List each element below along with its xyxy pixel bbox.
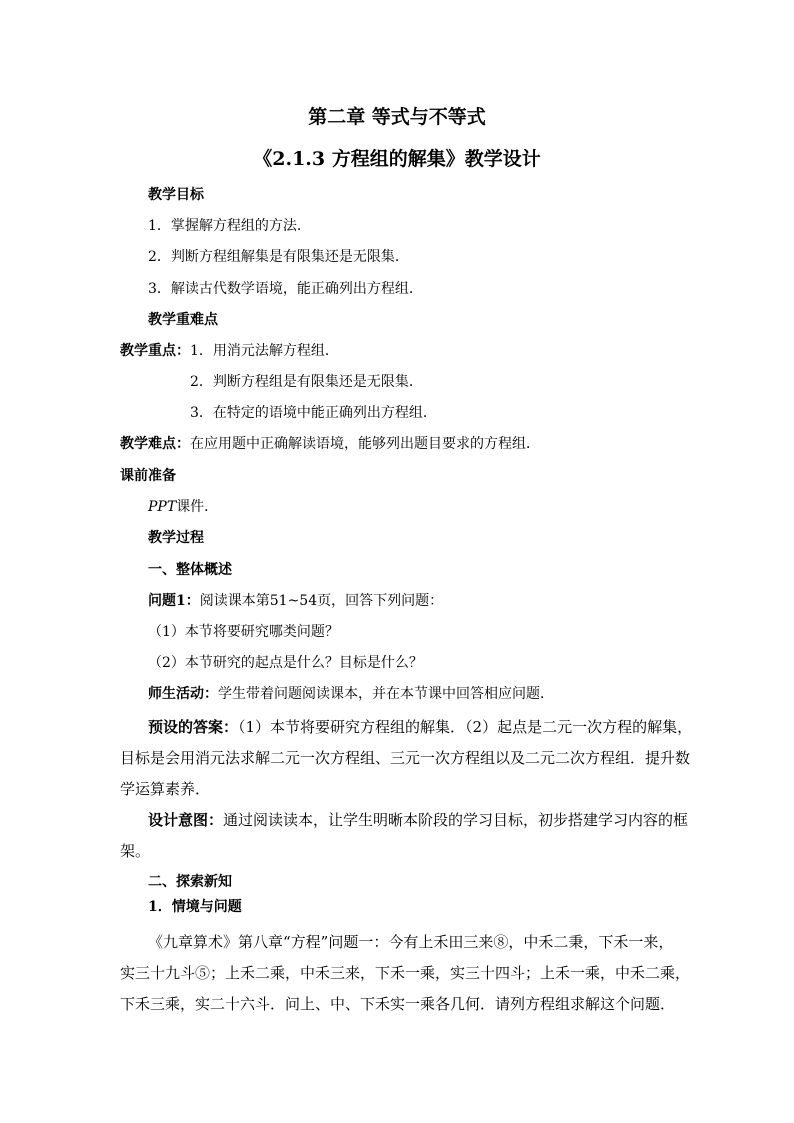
intent-row-1: [148, 809, 688, 831]
activity-row: [148, 684, 554, 704]
problem-line-3: 下禾三乘，实二十六斗．问上、中、下禾实一乘各几何．请列方程组求解这个问题．: [120, 995, 676, 1013]
objective-item-2: 2．判断方程组解集是有限集还是无限集．: [148, 249, 409, 265]
activity-label: 师生活动：: [148, 686, 218, 702]
title-lesson: 《2.1.3 方程组的解集》教学设计: [253, 148, 541, 170]
answer-line-1: （1）本节将要研究方程组的解集．（2）起点是二元一次方程的解集，: [238, 718, 693, 736]
prep-text: 课件．: [176, 499, 219, 515]
part2-heading: 二、探索新知: [148, 874, 232, 890]
key-difficult-heading: 教学重难点: [148, 312, 218, 328]
question1-sub-2: （2）本节研究的起点是什么？目标是什么？: [148, 655, 423, 671]
objectives-heading: 教学目标: [148, 187, 204, 203]
problem-line-1: 《九章算术》第八章“方程”问题一：今有上禾田三来⑧，中禾二秉，下禾一来，: [148, 933, 674, 951]
prep-heading: 课前准备: [120, 468, 176, 484]
problem-line-2: 实三十九斗⑤；上禾二乘，中禾三来，下禾一乘，实三十四斗；上禾一乘，中禾二乘，: [120, 964, 691, 982]
process-heading: 教学过程: [148, 530, 204, 546]
question1-label: 问题1：: [148, 593, 200, 609]
part1-heading: 一、整体概述: [148, 562, 232, 578]
difficult-label: 教学难点：: [120, 436, 190, 452]
answer-label: 预设的答案：: [148, 718, 239, 736]
difficult-row: [120, 434, 540, 454]
answer-row-1: [148, 716, 692, 738]
answer-line-2: 目标是会用消元法求解二元一次方程组、三元一次方程组以及二元二次方程组．提升数: [120, 749, 691, 767]
objective-item-3: 3．解读古代数学语境，能正确列出方程组．: [148, 281, 423, 297]
answer-line-3: 学运算素养．: [120, 780, 211, 798]
intent-label: 设计意图：: [148, 811, 224, 829]
sub1-heading: 1．情境与问题: [148, 899, 242, 915]
objective-item-1: 1．掌握解方程组的方法．: [148, 218, 311, 234]
intent-line-2: 架。: [120, 842, 151, 860]
question1-sub-1: （1）本节将要研究哪类问题？: [148, 624, 339, 640]
question1-row: [148, 591, 443, 611]
key-point-1: 1．用消元法解方程组．: [190, 343, 339, 359]
activity-text: 学生带着问题阅读课本，并在本节课中回答相应问题．: [218, 686, 554, 702]
intent-line-1: 通过阅读读本，让学生明晰本阶段的学习目标，初步搭建学习内容的框: [223, 811, 689, 829]
prep-ppt: PPT: [148, 499, 177, 515]
difficult-text: 在应用题中正确解读语境，能够列出题目要求的方程组．: [190, 436, 540, 452]
prep-row: [148, 497, 218, 517]
key-point-2: 2．判断方程组是有限集还是无限集．: [190, 374, 423, 390]
key-label: 教学重点：: [120, 343, 190, 359]
key-points-row: [120, 341, 339, 361]
question1-text: 阅读课本第51~54页，回答下列问题：: [199, 593, 444, 609]
title-chapter: 第二章 等式与不等式: [308, 106, 486, 128]
key-point-3: 3．在特定的语境中能正确列出方程组．: [190, 405, 437, 421]
